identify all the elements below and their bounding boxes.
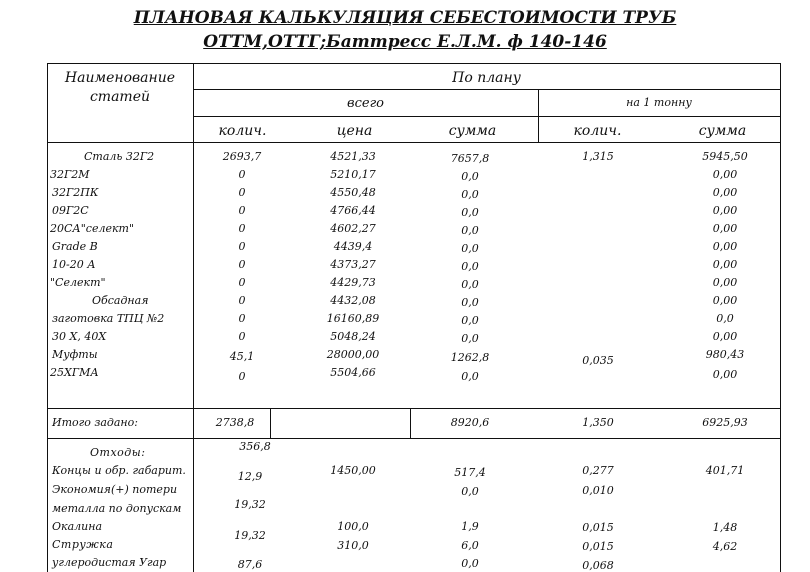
table-cell: 0 [238, 186, 246, 199]
table-cell: 0,00 [712, 204, 738, 217]
list-item: 10-20 А [52, 258, 96, 271]
total-sum: 8920,6 [450, 416, 490, 429]
list-item: металла по допускам [52, 502, 182, 515]
list-item: заготовка ТПЦ №2 [52, 312, 165, 325]
table-cell: 4602,27 [330, 222, 376, 235]
list-item: Концы и обр. габарит. [52, 464, 186, 477]
total-qty-per-ton: 1,350 [582, 416, 614, 429]
table-cell: 0 [238, 370, 246, 383]
table-cell: 0 [238, 330, 246, 343]
table-cell: 0,00 [712, 276, 738, 289]
table-cell: 6,0 [461, 539, 479, 552]
table-cell: 401,71 [705, 464, 745, 477]
list-item: 32Г2М [50, 168, 90, 181]
table-cell: 0,00 [712, 240, 738, 253]
table-cell: 310,0 [337, 539, 369, 552]
table-cell: 1,48 [712, 521, 738, 534]
header-sum-per-ton: сумма [698, 123, 747, 139]
table-cell: 0 [238, 168, 246, 181]
table-cell: 19,32 [234, 498, 266, 511]
table-cell: 4550,48 [330, 186, 376, 199]
table-cell: 5504,66 [330, 366, 376, 379]
header-total: всего [347, 96, 384, 111]
page-title-line1: ПЛАНОВАЯ КАЛЬКУЛЯЦИЯ СЕБЕСТОИМОСТИ ТРУБ [133, 8, 677, 28]
table-cell: 45,1 [229, 350, 255, 363]
table-cell: 0,00 [712, 168, 738, 181]
table-cell: 0,0 [461, 370, 479, 383]
table-cell: 0,0 [461, 485, 479, 498]
total-qty: 2738,8 [215, 416, 255, 429]
table-cell: 4373,27 [330, 258, 376, 271]
table-cell: 517,4 [454, 466, 486, 479]
table-cell: 0,0 [461, 206, 479, 219]
header-sum: сумма [448, 123, 497, 139]
table-cell: 16160,89 [326, 312, 380, 325]
table-cell: 5945,50 [702, 150, 748, 163]
header-qty: колич. [218, 123, 267, 139]
table-cell: 1,9 [461, 520, 479, 533]
page-title-line2: ОТТМ,ОТТГ;Баттресс Е.Л.М. ф 140-146 [203, 32, 607, 52]
table-cell: 0,010 [582, 484, 614, 497]
table-cell: 4766,44 [330, 204, 376, 217]
list-item: Сталь 32Г2 [84, 150, 155, 163]
header-price: цена [336, 123, 373, 139]
header-plan: По плану [452, 70, 521, 86]
table-cell: 0,0 [461, 296, 479, 309]
list-item: 09Г2С [52, 204, 89, 217]
list-item: Муфты [52, 348, 98, 361]
list-item: Grade B [52, 240, 98, 253]
table-cell: 0,00 [712, 368, 738, 381]
table-cell: 4432,08 [330, 294, 376, 307]
table-cell: 0 [238, 204, 246, 217]
list-item: Экономия(+) потери [52, 483, 178, 496]
table-cell: 0 [238, 312, 246, 325]
table-cell: 0,277 [582, 464, 614, 477]
table-cell: 0,0 [716, 312, 734, 325]
table-cell: 7657,8 [450, 152, 490, 165]
list-item: 30 Х, 40Х [52, 330, 107, 343]
table-cell: 1262,8 [450, 351, 490, 364]
table-cell: 0,0 [461, 170, 479, 183]
table-cell: 0,0 [461, 260, 479, 273]
table-cell: 0,035 [582, 354, 614, 367]
header-qty-per-ton: колич. [573, 123, 622, 139]
table-cell: 19,32 [234, 529, 266, 542]
table-cell: 2693,7 [222, 150, 262, 163]
table-cell: 0 [238, 240, 246, 253]
table-cell: 5048,24 [330, 330, 376, 343]
table-cell: 0,015 [582, 540, 614, 553]
header-name-line2: статей [89, 89, 151, 105]
table-cell: 0,0 [461, 242, 479, 255]
table-cell: 100,0 [337, 520, 369, 533]
table-cell: 0,0 [461, 332, 479, 345]
list-item: углеродистая Угар [52, 556, 167, 569]
table-cell: 0,0 [461, 314, 479, 327]
table-cell: 4429,73 [330, 276, 376, 289]
waste-header: Отходы: [90, 446, 146, 459]
waste-header-qty: 356,8 [239, 440, 271, 453]
table-cell: 1450,00 [330, 464, 376, 477]
list-item: 25ХГМА [50, 366, 99, 379]
table-cell: 0 [238, 294, 246, 307]
table-cell: 0,015 [582, 521, 614, 534]
table-cell: 0,0 [461, 188, 479, 201]
list-item: Окалина [52, 520, 103, 533]
table-cell: 5210,17 [330, 168, 376, 181]
header-per-ton: на 1 тонну [626, 96, 692, 109]
header-name-line1: Наименование [64, 70, 176, 86]
table-cell: 0,0 [461, 278, 479, 291]
table-cell: 0,00 [712, 330, 738, 343]
list-item: "Селект" [50, 276, 106, 289]
table-cell: 0 [238, 222, 246, 235]
total-label: Итого задано: [52, 416, 138, 429]
total-sum-per-ton: 6925,93 [702, 416, 748, 429]
table-cell: 0,0 [461, 557, 479, 570]
table-cell: 4,62 [712, 540, 738, 553]
table-cell: 1,315 [582, 150, 614, 163]
list-item: Обсадная [92, 294, 149, 307]
table-cell: 0,068 [582, 559, 614, 572]
table-cell: 4521,33 [330, 150, 376, 163]
table-cell: 0,00 [712, 186, 738, 199]
table-cell: 0,00 [712, 258, 738, 271]
list-item: 32Г2ПК [52, 186, 99, 199]
table-cell: 980,43 [705, 348, 745, 361]
table-cell: 4439,4 [333, 240, 373, 253]
table-cell: 0 [238, 276, 246, 289]
table-cell: 0,00 [712, 222, 738, 235]
table-cell: 28000,00 [326, 348, 380, 361]
table-cell: 12,9 [237, 470, 263, 483]
table-cell: 0,00 [712, 294, 738, 307]
list-item: 20СА"селект" [50, 222, 135, 235]
table-cell: 0 [238, 258, 246, 271]
table-cell: 87,6 [237, 558, 263, 571]
list-item: Стружка [52, 538, 114, 551]
table-cell: 0,0 [461, 224, 479, 237]
